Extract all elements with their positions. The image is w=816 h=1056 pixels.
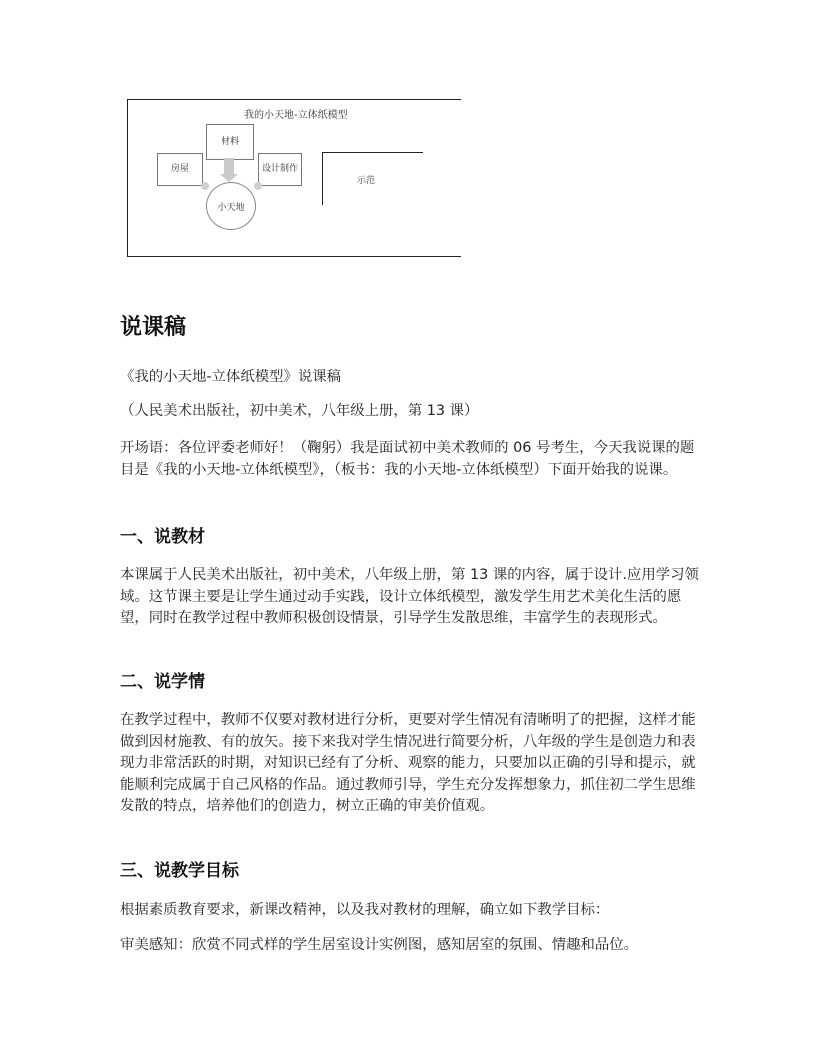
section-2-heading: 二、说学情 (120, 672, 205, 692)
section-1-paragraph: 本课属于人民美术出版社，初中美术，八年级上册，第 13 课的内容，属于设计.应用学习领域。这节课主要是让学生通过动手实践，设计立体纸模型，激发学生用艺术美化生活的愿望，同时在教学过程中教师积极创设情景，引导学生发散思维，丰富学生的表现形式。 (120, 567, 699, 626)
section-2-paragraph: 在教学过程中，教师不仅要对教材进行分析，更要对学生情况有清晰明了的把握，这样才能做到因材施教、有的放矢。接下来我对学生情况进行简要分析，八年级的学生是创造力和表现力非常活跃的时期，对知识已经有了分析、观察的能力，只要加以正确的引导和提示，就能顺利完成属于自己风格的作品。通过教师引导，学生充分发挥想象力，抓住初二学生思维发散的特点，培养他们的创造力，树立正确的审美价值观。 (120, 712, 696, 814)
aesthetic-goal: 审美感知：欣赏不同式样的学生居室设计实例图，感知居室的氛围、情趣和品位。 (120, 937, 639, 953)
section-3-paragraph: 根据素质教育要求，新课改精神，以及我对教材的理解，确立如下教学目标： (120, 902, 610, 918)
lesson-title: 《我的小天地-立体纸模型》说课稿 (120, 369, 342, 385)
figure-box-material: 材料 (206, 124, 254, 160)
lesson-source: （人民美术出版社，初中美术，八年级上册，第 13 课） (120, 403, 479, 419)
connector-dot-right (254, 182, 262, 190)
arrow-down-icon (224, 158, 234, 176)
section-1-heading: 一、说教材 (120, 527, 205, 547)
section-3-heading: 三、说教学目标 (120, 861, 239, 881)
figure-box-room: 房屋 (157, 153, 203, 186)
figure-box-make: 设计制作 (258, 153, 302, 186)
page-title: 说课稿 (120, 315, 187, 340)
connector-dot-left (201, 182, 209, 190)
intro-paragraph: 开场语：各位评委老师好！（鞠躬）我是面试初中美术教师的 06 号考生，今天我说课的题目是《我的小天地-立体纸模型》，（板书：我的小天地-立体纸模型）下面开始我的说课。 (120, 440, 695, 478)
figure-side-label: 示范 (357, 176, 376, 186)
figure-title: 我的小天地-立体纸模型 (244, 110, 348, 121)
figure-center-circle: 小天地 (206, 182, 256, 230)
board-plan-figure (127, 99, 461, 257)
figure-side-box (322, 152, 423, 205)
